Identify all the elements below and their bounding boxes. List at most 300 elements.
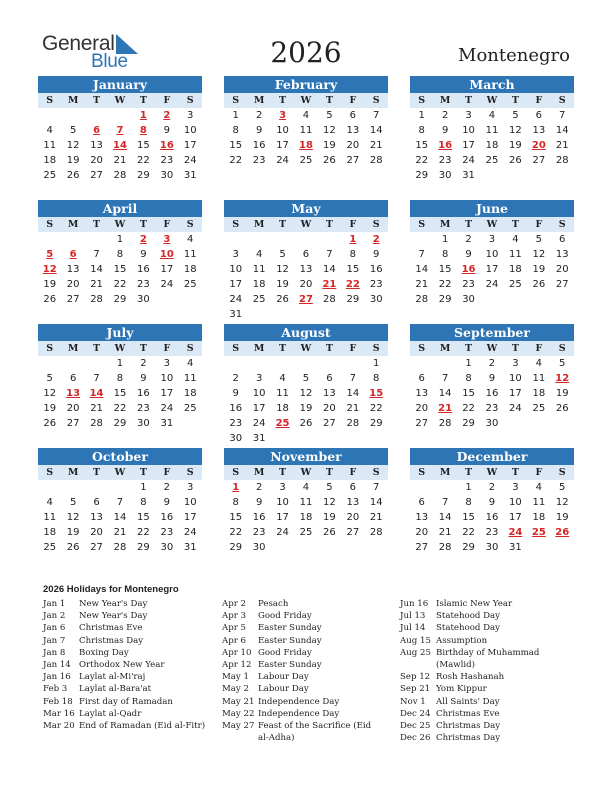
day-cell: 29	[438, 294, 452, 305]
day-cell: 15	[229, 140, 243, 151]
day-cell: 29	[369, 418, 383, 429]
week-row	[38, 292, 202, 307]
day-cell: 7	[349, 373, 356, 384]
holiday-date: Sep 12	[400, 672, 431, 683]
holiday-day-cell: 2	[139, 234, 147, 245]
day-cell: 28	[113, 542, 127, 553]
weekday-label: W	[300, 95, 312, 106]
day-cell: 16	[252, 140, 266, 151]
weekday-label: S	[372, 219, 380, 230]
empty-day-cell	[247, 307, 270, 322]
day-cell: 15	[346, 264, 360, 275]
holiday-day-cell: 6	[93, 125, 101, 136]
day-cell: 27	[323, 418, 336, 429]
day-cell: 24	[183, 155, 197, 166]
day-cell: 25	[252, 294, 266, 305]
day-cell: 13	[346, 497, 360, 508]
day-cell: 27	[532, 155, 546, 166]
day-cell: 22	[229, 155, 243, 166]
weekday-label: S	[558, 95, 566, 106]
week-row	[38, 232, 202, 247]
day-cell: 12	[323, 497, 336, 508]
month-may	[224, 200, 388, 322]
day-cell: 21	[369, 140, 383, 151]
week-row	[410, 153, 574, 168]
day-cell: 30	[438, 170, 452, 181]
holiday-date: Apr 2	[222, 599, 247, 609]
day-cell: 29	[137, 170, 150, 181]
weekday-header-row	[38, 341, 202, 356]
holiday-name: Pesach	[258, 599, 289, 609]
day-cell: 27	[90, 542, 103, 553]
holiday-date: Apr 3	[222, 611, 247, 622]
day-cell: 29	[462, 542, 475, 553]
day-cell: 25	[183, 279, 197, 290]
day-cell: 17	[160, 388, 174, 399]
day-cell: 7	[441, 373, 449, 384]
weekday-label: W	[114, 95, 126, 106]
day-cell: 27	[346, 527, 360, 538]
holiday-day-cell: 16	[461, 264, 476, 275]
empty-day-cell	[38, 480, 61, 495]
holiday-name: Birthday of Muhammad (Mawlid)	[436, 647, 540, 671]
weekday-label: T	[93, 219, 101, 230]
week-row	[38, 371, 202, 386]
empty-day-cell	[85, 232, 108, 247]
day-cell: 22	[462, 527, 475, 538]
weekday-label: S	[46, 467, 54, 478]
holiday-date: Jan 16	[43, 672, 71, 683]
empty-day-cell	[294, 232, 317, 247]
day-cell: 6	[349, 482, 356, 493]
day-cell: 12	[276, 264, 289, 275]
holiday-name: Easter Sunday	[258, 623, 322, 634]
month-january	[38, 76, 202, 183]
day-cell: 25	[299, 527, 313, 538]
weekday-label: S	[46, 95, 54, 106]
weekday-label: S	[372, 467, 380, 478]
weekday-label: S	[186, 95, 194, 106]
empty-day-cell	[551, 416, 574, 431]
weekday-header-row	[224, 217, 388, 232]
day-cell: 6	[302, 249, 310, 260]
holiday-day-cell: 1	[139, 110, 147, 121]
day-cell: 28	[90, 294, 103, 305]
holiday-day-cell: 7	[116, 125, 124, 136]
weekday-label: T	[511, 343, 519, 354]
holiday-name: New Year's Day	[79, 599, 148, 609]
day-cell: 19	[555, 512, 569, 523]
holiday-day-cell: 14	[89, 388, 104, 399]
weekday-label: W	[114, 219, 126, 230]
week-row	[224, 540, 388, 555]
holiday-day-cell: 5	[46, 249, 54, 260]
weekday-label: W	[300, 467, 312, 478]
empty-day-cell	[551, 540, 574, 555]
day-cell: 15	[137, 140, 150, 151]
week-row	[224, 153, 388, 168]
holiday-entry	[400, 696, 575, 708]
holiday-date: May 21	[222, 696, 255, 707]
holiday-day-cell: 20	[531, 140, 546, 151]
week-row	[224, 307, 388, 322]
holiday-date: Apr 6	[222, 635, 247, 646]
holiday-entry	[43, 659, 213, 671]
empty-day-cell	[224, 232, 247, 247]
day-cell: 24	[183, 527, 197, 538]
holiday-entry	[400, 708, 575, 720]
weekday-label: S	[558, 467, 566, 478]
holiday-day-cell: 14	[113, 140, 127, 151]
day-cell: 21	[555, 140, 569, 151]
empty-day-cell	[527, 292, 550, 307]
day-cell: 20	[299, 279, 313, 290]
day-cell: 10	[276, 125, 289, 136]
day-cell: 28	[438, 418, 452, 429]
day-cell: 11	[276, 388, 289, 399]
weekday-label: S	[232, 343, 240, 354]
day-cell: 24	[252, 418, 266, 429]
month-header: April	[38, 200, 202, 217]
weekday-label: W	[300, 219, 312, 230]
holiday-name: Independence Day	[258, 696, 340, 707]
day-cell: 3	[187, 110, 194, 121]
day-cell: 2	[488, 482, 496, 493]
weekday-label: T	[93, 467, 101, 478]
day-cell: 11	[252, 264, 266, 275]
day-cell: 30	[462, 294, 475, 305]
day-cell: 18	[276, 403, 289, 414]
day-cell: 28	[90, 418, 103, 429]
day-cell: 28	[438, 542, 452, 553]
weekday-label: M	[67, 219, 79, 230]
month-header: December	[410, 448, 574, 465]
day-cell: 23	[485, 403, 499, 414]
month-header: June	[410, 200, 574, 217]
holiday-entry	[222, 683, 372, 695]
day-cell: 4	[187, 358, 194, 369]
day-cell: 10	[160, 373, 174, 384]
empty-day-cell	[504, 416, 527, 431]
week-row	[38, 356, 202, 371]
day-cell: 26	[532, 279, 546, 290]
week-row	[410, 138, 574, 153]
holiday-name: Easter Sunday	[258, 635, 322, 646]
holiday-day-cell: 21	[438, 403, 453, 414]
day-cell: 6	[559, 234, 566, 245]
day-cell: 8	[232, 497, 239, 508]
day-cell: 21	[113, 155, 127, 166]
day-cell: 23	[137, 279, 150, 290]
day-cell: 22	[113, 279, 127, 290]
holiday-date: May 2	[222, 684, 249, 695]
day-cell: 30	[160, 542, 174, 553]
empty-day-cell	[271, 431, 294, 446]
day-cell: 18	[183, 264, 197, 275]
day-cell: 18	[509, 264, 522, 275]
day-cell: 18	[252, 279, 266, 290]
holiday-date: Dec 24	[400, 708, 431, 719]
week-row	[224, 401, 388, 416]
day-cell: 19	[323, 512, 336, 523]
weekday-label: S	[232, 467, 240, 478]
day-cell: 6	[69, 373, 77, 384]
weekday-header-row	[38, 217, 202, 232]
day-cell: 2	[232, 373, 239, 384]
empty-day-cell	[85, 356, 108, 371]
day-cell: 15	[137, 512, 150, 523]
week-row	[224, 277, 388, 292]
day-cell: 6	[349, 110, 356, 121]
day-cell: 7	[373, 482, 380, 493]
day-cell: 7	[373, 110, 380, 121]
day-cell: 10	[462, 125, 475, 136]
holiday-name: Statehood Day	[436, 611, 500, 622]
holiday-entry	[400, 635, 575, 647]
day-cell: 1	[465, 482, 472, 493]
empty-day-cell	[527, 416, 550, 431]
holiday-entry	[222, 708, 372, 720]
day-cell: 1	[441, 234, 449, 245]
day-cell: 30	[160, 170, 174, 181]
day-cell: 6	[535, 110, 542, 121]
week-row	[224, 510, 388, 525]
day-cell: 26	[276, 294, 289, 305]
week-row	[224, 292, 388, 307]
week-row	[224, 262, 388, 277]
day-cell: 13	[90, 140, 103, 151]
day-cell: 23	[462, 279, 475, 290]
holiday-date: Mar 20	[43, 721, 75, 732]
holiday-entry	[222, 622, 372, 634]
day-cell: 23	[137, 403, 150, 414]
week-row	[38, 262, 202, 277]
day-cell: 12	[555, 497, 569, 508]
day-cell: 9	[163, 125, 170, 136]
weekday-label: F	[163, 343, 171, 354]
day-cell: 19	[66, 527, 80, 538]
day-cell: 3	[232, 249, 239, 260]
weekday-label: W	[114, 343, 126, 354]
day-cell: 15	[113, 264, 127, 275]
day-cell: 31	[252, 433, 266, 444]
day-cell: 23	[438, 155, 452, 166]
weekday-label: T	[279, 467, 287, 478]
day-cell: 11	[532, 497, 546, 508]
holiday-entry	[43, 622, 213, 634]
holiday-name: Yom Kippur	[436, 684, 487, 695]
holiday-day-cell: 13	[66, 388, 81, 399]
weekday-header-row	[224, 465, 388, 480]
day-cell: 18	[299, 512, 313, 523]
week-row	[410, 386, 574, 401]
holiday-day-cell: 12	[555, 373, 570, 384]
week-row	[224, 495, 388, 510]
day-cell: 17	[160, 264, 174, 275]
day-cell: 11	[532, 373, 546, 384]
day-cell: 15	[415, 140, 429, 151]
holiday-date: Jan 7	[43, 635, 66, 646]
holiday-day-cell: 25	[531, 527, 546, 538]
day-cell: 29	[462, 418, 475, 429]
month-header: August	[224, 324, 388, 341]
day-cell: 5	[512, 110, 519, 121]
weekday-label: S	[418, 219, 426, 230]
weekday-label: W	[300, 343, 312, 354]
day-cell: 23	[252, 155, 266, 166]
holiday-date: Feb 18	[43, 696, 73, 707]
holiday-entry	[222, 696, 372, 708]
weekday-label: S	[232, 219, 240, 230]
holiday-day-cell: 1	[232, 482, 240, 493]
day-cell: 4	[488, 110, 496, 121]
day-cell: 4	[255, 249, 263, 260]
holiday-entry	[400, 598, 575, 610]
day-cell: 25	[43, 170, 57, 181]
empty-day-cell	[341, 356, 364, 371]
holiday-entry	[400, 720, 575, 732]
empty-day-cell	[318, 540, 341, 555]
weekday-header-row	[38, 465, 202, 480]
day-cell: 29	[113, 294, 127, 305]
month-header: November	[224, 448, 388, 465]
day-cell: 18	[532, 512, 546, 523]
day-cell: 29	[137, 542, 150, 553]
weekday-label: F	[349, 95, 357, 106]
day-cell: 20	[90, 527, 103, 538]
day-cell: 8	[116, 249, 124, 260]
day-cell: 4	[302, 110, 310, 121]
day-cell: 2	[441, 110, 449, 121]
day-cell: 20	[346, 140, 360, 151]
day-cell: 8	[465, 373, 472, 384]
day-cell: 13	[532, 125, 546, 136]
empty-day-cell	[61, 232, 84, 247]
week-row	[410, 277, 574, 292]
holiday-name: New Year's Day	[79, 611, 148, 622]
day-cell: 12	[532, 249, 546, 260]
weekday-label: M	[439, 95, 451, 106]
day-cell: 5	[559, 482, 566, 493]
day-cell: 19	[299, 403, 313, 414]
holiday-entry	[400, 671, 575, 683]
day-cell: 15	[438, 264, 452, 275]
day-cell: 29	[415, 170, 429, 181]
day-cell: 26	[43, 418, 57, 429]
day-cell: 2	[163, 482, 170, 493]
holiday-entry	[43, 598, 213, 610]
week-row	[38, 138, 202, 153]
day-cell: 10	[276, 497, 289, 508]
weekday-label: M	[67, 343, 79, 354]
week-row	[410, 168, 574, 183]
holiday-name: Orthodox New Year	[79, 660, 165, 671]
holidays-column	[222, 598, 372, 744]
day-cell: 1	[418, 110, 425, 121]
day-cell: 9	[465, 249, 472, 260]
week-row	[224, 123, 388, 138]
holiday-date: Dec 25	[400, 721, 431, 732]
day-cell: 13	[90, 512, 103, 523]
month-december	[410, 448, 574, 555]
holiday-day-cell: 22	[345, 279, 360, 290]
holiday-entry	[43, 720, 213, 732]
day-cell: 5	[559, 358, 566, 369]
day-cell: 30	[229, 433, 243, 444]
day-cell: 9	[163, 497, 170, 508]
day-cell: 19	[555, 388, 569, 399]
day-cell: 4	[46, 125, 53, 136]
holiday-day-cell: 8	[139, 125, 147, 136]
weekday-header-row	[410, 465, 574, 480]
holiday-entry	[400, 622, 575, 634]
day-cell: 22	[462, 403, 475, 414]
day-cell: 3	[512, 358, 519, 369]
holiday-entry	[43, 671, 213, 683]
holiday-entry	[43, 647, 213, 659]
holiday-date: Aug 25	[400, 647, 431, 658]
weekday-label: T	[139, 467, 147, 478]
weekday-label: T	[279, 219, 287, 230]
day-cell: 13	[323, 388, 336, 399]
day-cell: 8	[140, 497, 147, 508]
day-cell: 19	[43, 279, 57, 290]
week-row	[410, 495, 574, 510]
empty-day-cell	[294, 540, 317, 555]
day-cell: 23	[252, 527, 266, 538]
day-cell: 31	[462, 170, 475, 181]
empty-day-cell	[85, 108, 108, 123]
holiday-date: Sep 21	[400, 684, 431, 695]
day-cell: 19	[66, 155, 80, 166]
day-cell: 9	[255, 497, 263, 508]
day-cell: 31	[229, 309, 243, 320]
month-july	[38, 324, 202, 431]
day-cell: 11	[299, 497, 313, 508]
day-cell: 7	[418, 249, 425, 260]
holiday-day-cell: 12	[42, 264, 57, 275]
weekday-label: T	[325, 219, 333, 230]
day-cell: 11	[183, 373, 197, 384]
week-row	[224, 431, 388, 446]
day-cell: 25	[43, 542, 57, 553]
holiday-day-cell: 1	[349, 234, 357, 245]
month-header: October	[38, 448, 202, 465]
empty-day-cell	[38, 232, 61, 247]
empty-day-cell	[365, 540, 388, 555]
day-cell: 2	[465, 234, 472, 245]
holiday-day-cell: 6	[69, 249, 77, 260]
holiday-entry	[222, 635, 372, 647]
day-cell: 20	[346, 512, 360, 523]
week-row	[410, 292, 574, 307]
month-august	[224, 324, 388, 446]
day-cell: 22	[113, 403, 127, 414]
day-cell: 15	[462, 512, 475, 523]
day-cell: 27	[346, 155, 360, 166]
day-cell: 22	[229, 527, 243, 538]
day-cell: 25	[299, 155, 313, 166]
day-cell: 14	[438, 388, 452, 399]
week-row	[38, 416, 202, 431]
weekday-label: T	[465, 219, 473, 230]
weekday-label: S	[186, 467, 194, 478]
weekday-label: S	[558, 219, 566, 230]
week-row	[38, 401, 202, 416]
holiday-date: Dec 26	[400, 733, 431, 744]
month-february	[224, 76, 388, 168]
empty-day-cell	[551, 292, 574, 307]
